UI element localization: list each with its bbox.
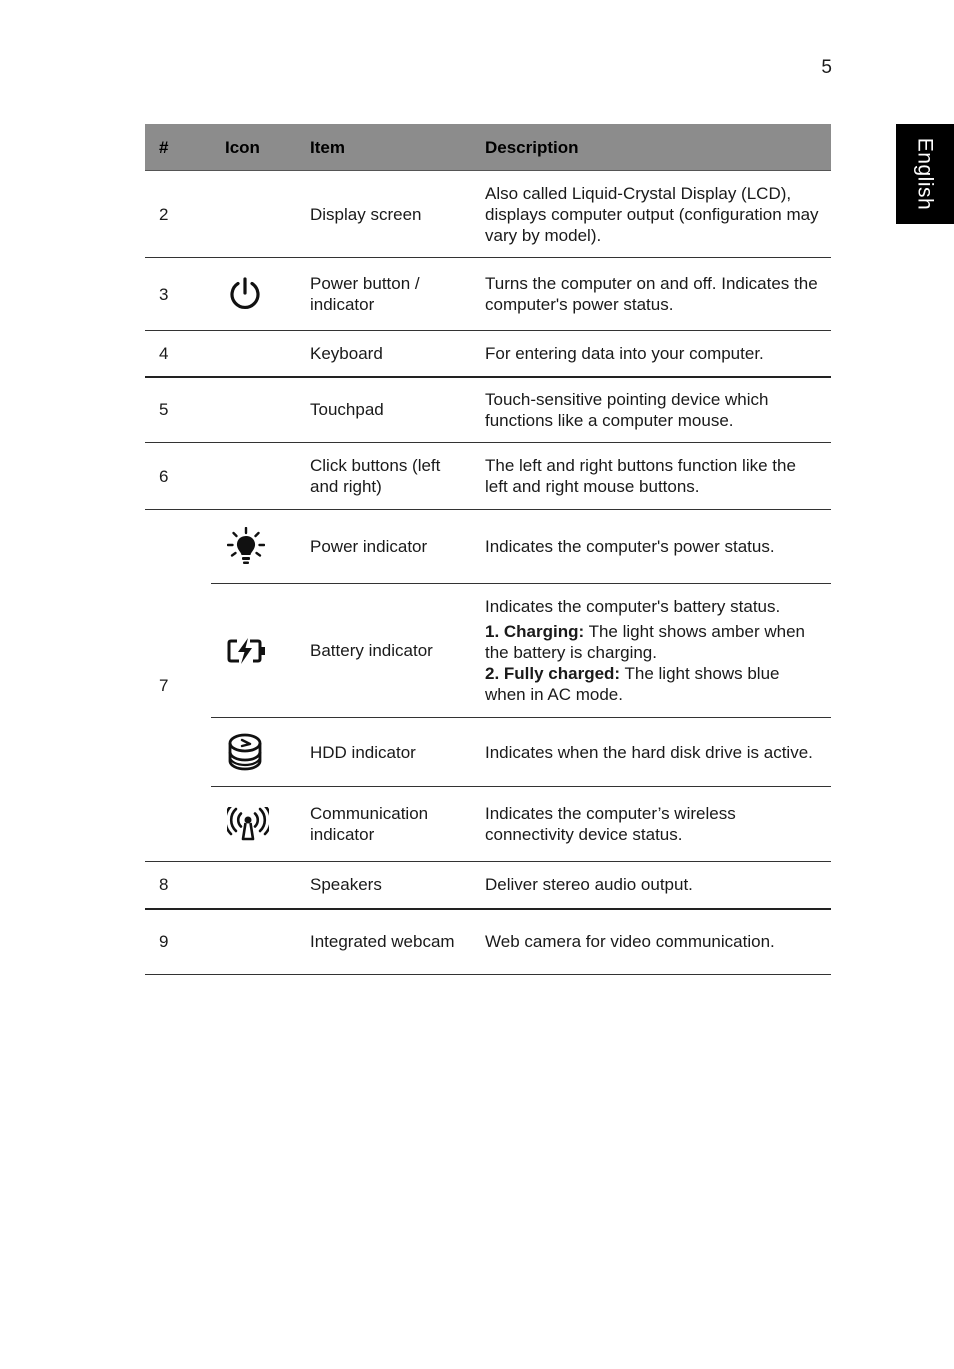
row-description: The left and right buttons function like the left and right mouse buttons. [471, 443, 831, 510]
row-number: 3 [145, 258, 211, 331]
row-icon-empty [211, 377, 296, 443]
row-item: Integrated webcam [296, 909, 471, 975]
row-item: HDD indicator [296, 718, 471, 787]
charging-line [485, 621, 819, 663]
table-row [145, 171, 831, 258]
language-tab-label: English [913, 137, 937, 211]
row-number: 8 [145, 862, 211, 909]
power-indicator-icon [227, 527, 265, 567]
row-number: 6 [145, 443, 211, 510]
table-row [145, 443, 831, 510]
communication-indicator-icon [227, 807, 269, 841]
header-item: Item [296, 124, 471, 171]
row-description: Web camera for video communication. [471, 909, 831, 975]
table-row [145, 331, 831, 377]
row-description [471, 584, 831, 718]
charged-label: 2. Fully charged: [485, 664, 621, 683]
charged-line [485, 663, 819, 705]
row-description: Turns the computer on and off. Indicates the computer's power status. [471, 258, 831, 331]
row-item: Battery indicator [296, 584, 471, 718]
page-number: 5 [821, 57, 832, 78]
row-number: 5 [145, 377, 211, 443]
charging-text: The light shows amber when the battery is charging. [485, 622, 805, 662]
row-description: Touch-sensitive pointing device which functions like a computer mouse. [471, 377, 831, 443]
row-description: Also called Liquid-Crystal Display (LCD), displays computer output (configuration may vary by model). [471, 171, 831, 258]
row-description: For entering data into your computer. [471, 331, 831, 377]
row-item: Touchpad [296, 377, 471, 443]
language-tab [896, 124, 954, 224]
row-description: Indicates the computer's power status. [471, 510, 831, 584]
row-icon [211, 258, 296, 331]
table-row [145, 862, 831, 909]
table-header-row [145, 124, 831, 171]
charging-label: 1. Charging: [485, 622, 585, 641]
hdd-indicator-icon [227, 733, 263, 771]
row-icon [211, 584, 296, 718]
table-row [145, 258, 831, 331]
power-button-icon [227, 276, 263, 312]
row-item: Speakers [296, 862, 471, 909]
row-item: Display screen [296, 171, 471, 258]
header-num: # [145, 124, 211, 171]
row-number: 2 [145, 171, 211, 258]
header-icon: Icon [211, 124, 296, 171]
table-row [145, 718, 831, 787]
row-description: Deliver stereo audio output. [471, 862, 831, 909]
row-icon-empty [211, 862, 296, 909]
charged-text: The light shows blue when in AC mode. [485, 664, 780, 704]
row-icon [211, 787, 296, 862]
row-item: Communication indicator [296, 787, 471, 862]
row-icon-empty [211, 909, 296, 975]
row-icon [211, 718, 296, 787]
row-number: 7 [145, 510, 211, 862]
table-row [145, 377, 831, 443]
row-item: Power indicator [296, 510, 471, 584]
battery-indicator-icon [227, 637, 267, 665]
table-row [145, 787, 831, 862]
row-icon-empty [211, 331, 296, 377]
row-number: 4 [145, 331, 211, 377]
header-description: Description [471, 124, 831, 171]
row-item: Click buttons (left and right) [296, 443, 471, 510]
row-description: Indicates when the hard disk drive is active. [471, 718, 831, 787]
table-row [145, 510, 831, 584]
component-table [145, 124, 831, 975]
row-number: 9 [145, 909, 211, 975]
row-description: Indicates the computer’s wireless connectivity device status. [471, 787, 831, 862]
row-icon-empty [211, 171, 296, 258]
row-icon-empty [211, 443, 296, 510]
table-row [145, 909, 831, 975]
table-row [145, 584, 831, 718]
battery-status-text: Indicates the computer's battery status. [485, 597, 781, 616]
row-item: Power button / indicator [296, 258, 471, 331]
row-item: Keyboard [296, 331, 471, 377]
row-icon [211, 510, 296, 584]
